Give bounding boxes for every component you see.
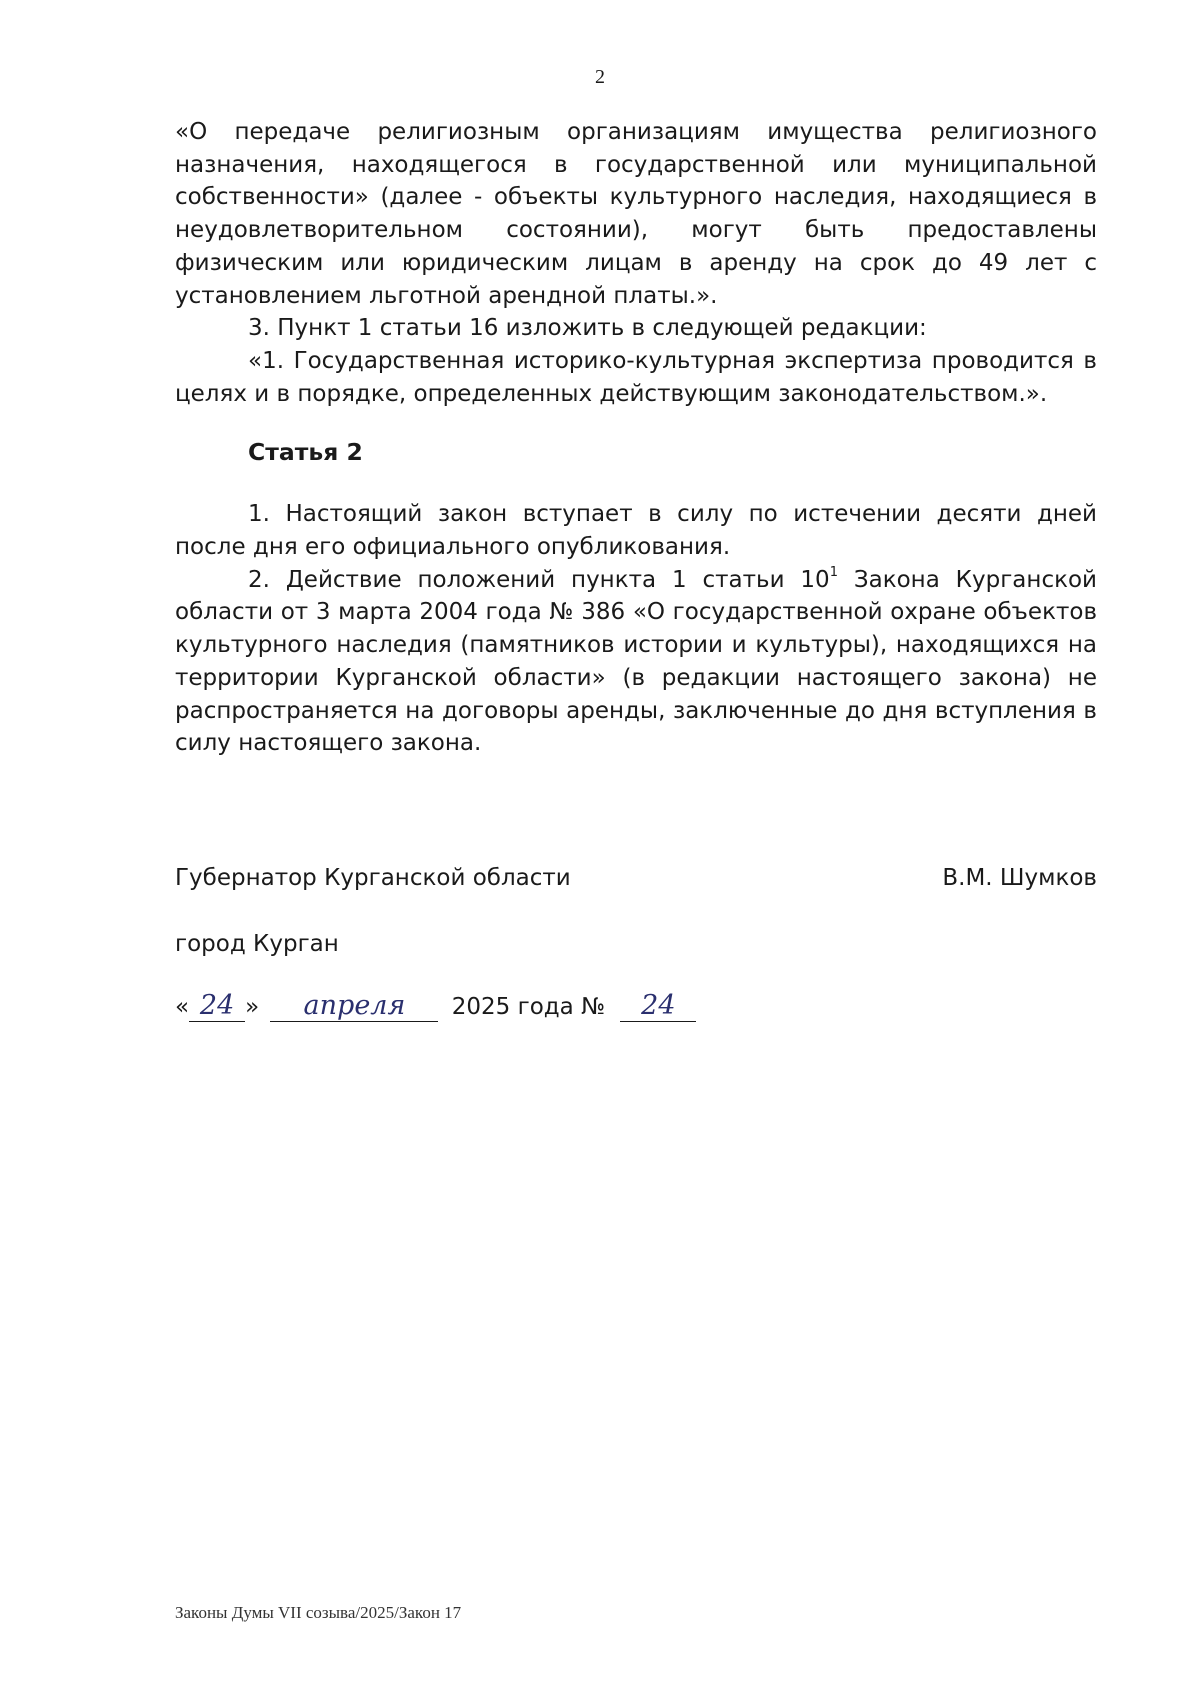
page-number: 2 — [595, 66, 605, 88]
date-open-quote: « — [175, 994, 190, 1020]
paragraph-entry-into-force: 1. Настоящий закон вступает в силу по истечении десяти дней после дня его официального опубликования. — [175, 501, 1097, 561]
footer-reference: Законы Думы VII созыва/2025/Закон 17 — [175, 1603, 462, 1622]
paragraph-religious-property: «О передаче религиозным организациям имущества религиозного назначения, находящегося в государственной или муниципальной собственности» (далее - объекты культурного наследия, находящиеся в неудовлетворительном состоянии), могут быть предоставлены физическим или юридическим лицам в аренду на срок до 49 лет с установлением льготной арендной платы.». — [175, 119, 1097, 309]
article-2-title: Статья 2 — [248, 438, 363, 467]
paragraph-lease-provisions — [175, 564, 1097, 760]
handwritten-month: апреля — [270, 991, 438, 1022]
handwritten-day: 24 — [189, 991, 245, 1022]
lease-text-start: 2. Действие положений пункта 1 статьи 10 — [248, 566, 830, 593]
signature-block — [175, 862, 1097, 894]
lease-text-end: Закона Курганской области от 3 марта 2004 года № 386 «О государственной охране объектов культурного наследия (памятников истории и культуры), находящихся на территории Курганской области» (в редакции настоящего закона) не распространяется на договоры аренды, заключенные до дня вступления в силу настоящего закона. — [175, 566, 1097, 757]
date-close-quote: » — [245, 994, 260, 1020]
document-body — [175, 116, 1097, 760]
superscript-index: 1 — [829, 565, 838, 581]
paragraph-point-3: 3. Пункт 1 статьи 16 изложить в следующей редакции: — [248, 315, 927, 342]
governor-name: В.М. Шумков — [942, 865, 1097, 891]
governor-title: Губернатор Курганской области — [175, 865, 571, 891]
paragraph-expertise: «1. Государственная историко-культурная экспертиза проводится в целях и в порядке, определенных действующим законодательством.». — [175, 347, 1097, 407]
city-line: город Курган — [175, 931, 339, 957]
year-label: 2025 года № — [451, 994, 606, 1020]
handwritten-law-number: 24 — [620, 991, 696, 1022]
date-line — [175, 990, 696, 1024]
